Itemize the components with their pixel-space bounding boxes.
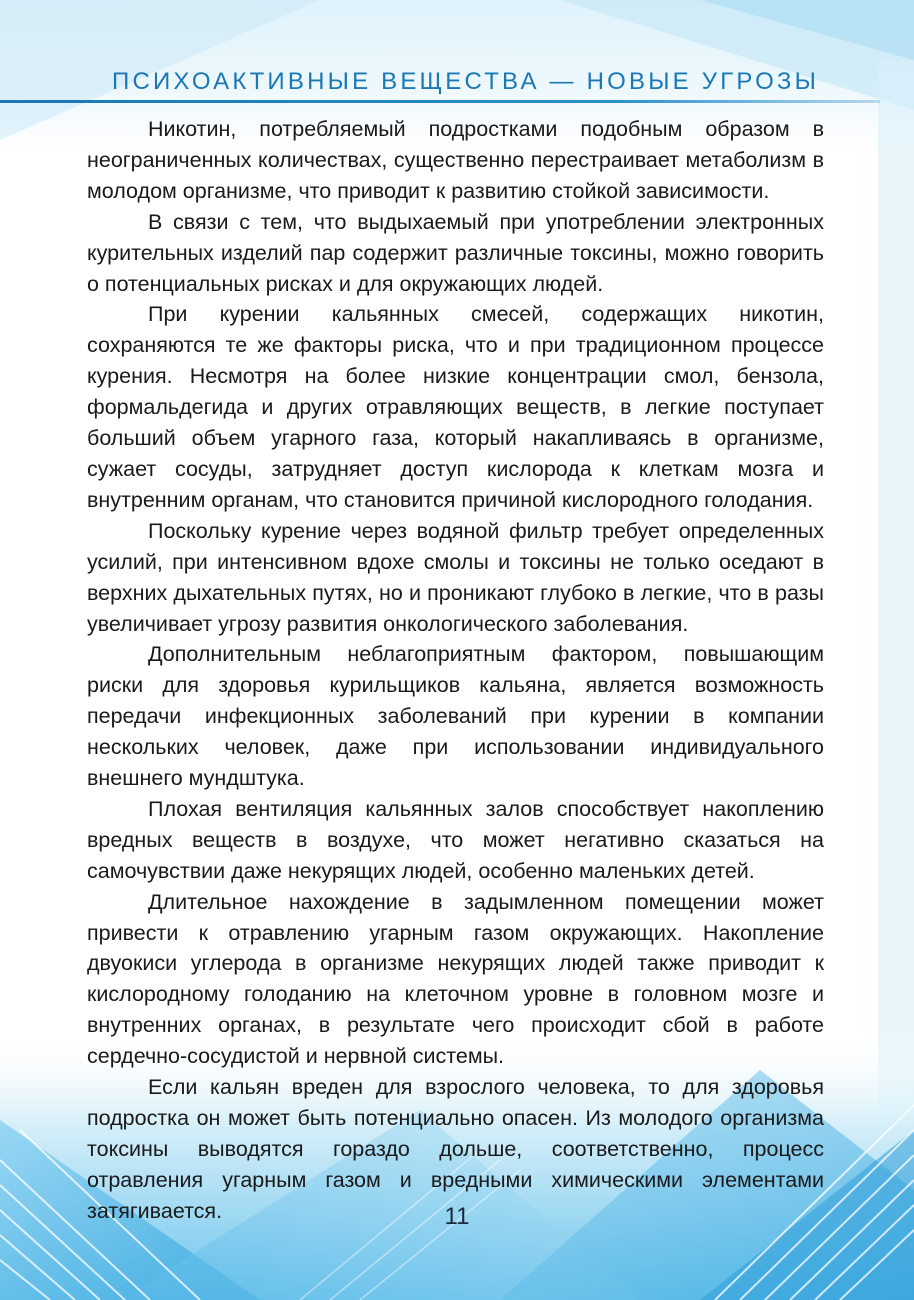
paragraph: Дополнительным неблагоприятным фактором, повышающим риски для здоровья курильщиков кальяна, является возможность передачи инфекционных заболеваний при курении в компании нескольких человек, даже при использовании индивидуального внешнего мундштука. xyxy=(87,642,824,791)
page-number: 11 xyxy=(444,1203,470,1230)
header-rule xyxy=(0,100,880,103)
paragraph: Если кальян вреден для взрослого человека, то для здоровья подростка он может быть потенциально опасен. Из молодого организма токсины выводятся гораздо дольше, соответственно, процесс отравления угарным газом и вредными химическими элементами затягивается. xyxy=(87,1075,824,1223)
paragraph: Поскольку курение через водяной фильтр требует определенных усилий, при интенсивном вдохе смолы и токсины не только оседают в верхних дыхательных путях, но и проникают глубоко в легкие, что в разы увеличивает угрозу развития онкологического заболевания. xyxy=(87,518,824,636)
paragraph: Длительное нахождение в задымленном помещении может привести к отравлению угарным газом окружающих. Накопление двуокиси углерода в организме некурящих людей также приводит к кислородному голоданию на клеточном уровне в головном мозге и внутренних органах, в результате чего происходит сбой в работе сердечно-сосудистой и нервной системы. xyxy=(87,889,824,1069)
paragraph: При курении кальянных смесей, содержащих никотин, сохраняются те же факторы риска, что и при традиционном процессе курения. Несмотря на более низкие концентрации смол, бензола, формальдегида и других отравляющих веществ, в легкие поступает больший объем угарного газа, который накапливаясь в организме, сужает сосуды, затрудняет доступ кислорода к клеткам мозга и внутренним органам, что становится причиной кислородного голодания. xyxy=(87,302,824,512)
header-title: ПСИХОАКТИВНЫЕ ВЕЩЕСТВА — НОВЫЕ УГРОЗЫ xyxy=(112,68,820,95)
paragraph: Никотин, потребляемый подростками подобным образом в неограниченных количествах, существенно перестраивает метаболизм в молодом организме, что приводит к развитию стойкой зависимости. xyxy=(87,117,824,203)
body-text xyxy=(87,114,824,1227)
paragraph: Плохая вентиляция кальянных залов способствует накоплению вредных веществ в воздухе, что может негативно сказаться на самочувствии даже некурящих людей, особенно маленьких детей. xyxy=(87,796,824,883)
paragraph: В связи с тем, что выдыхаемый при употреблении электронных курительных изделий пар содержит различные токсины, можно говорить о потенциальных рисках и для окружающих людей. xyxy=(87,209,824,296)
page-header xyxy=(0,58,914,106)
